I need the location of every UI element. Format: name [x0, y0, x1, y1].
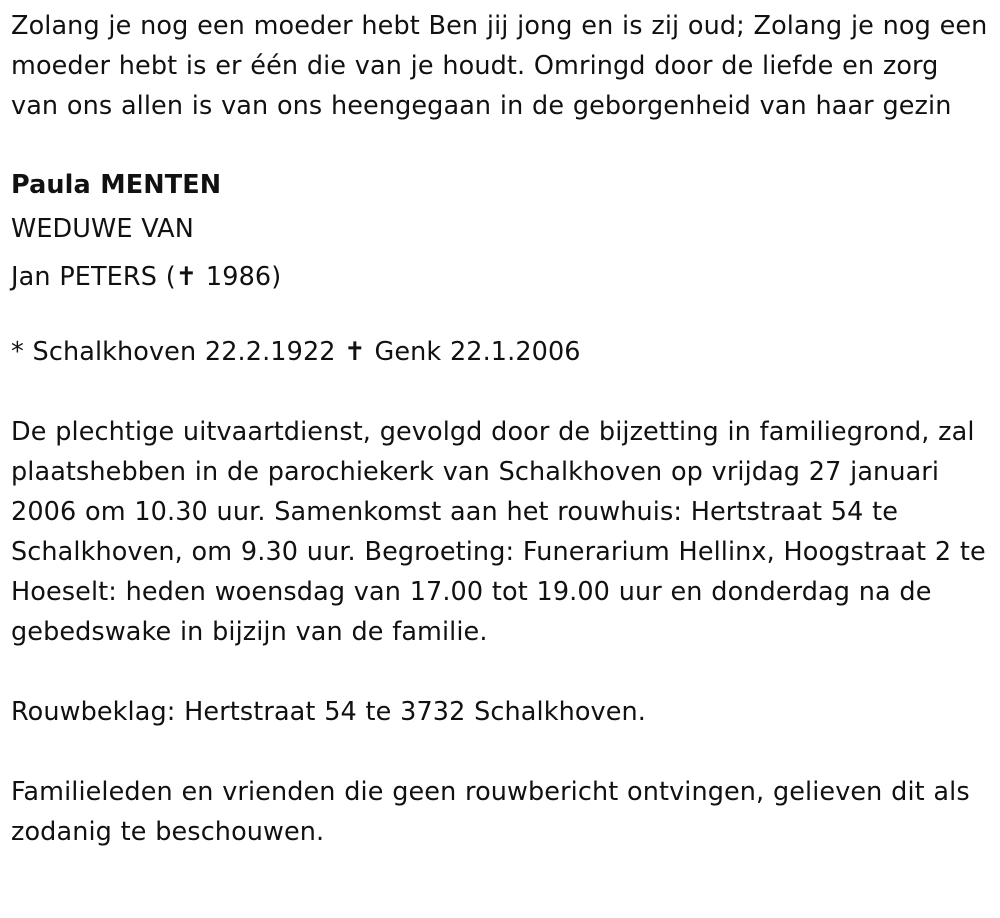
closing-note: Familieleden en vrienden die geen rouwbericht ontvingen, gelieven dit als zodanig te beschouwen. — [11, 777, 970, 847]
memorial-poem: Zolang je nog een moeder hebt Ben jij jong en is zij oud; Zolang je nog een moeder hebt is er één die van je houdt. Omringd door de liefde en zorg van ons allen is van ons heengegaan in de geborgenheid van haar gezin — [11, 11, 988, 121]
funeral-service-details: De plechtige uitvaartdienst, gevolgd door de bijzetting in familiegrond, zal plaatshebben in de parochiekerk van Schalkhoven op vrijdag 27 januari 2006 om 10.30 uur. Samenkomst aan het rouwhuis: Hertstraat 54 te Schalkhoven, om 9.30 uur. Begroeting: Funerarium Hellinx, Hoogstraat 2 te Hoeselt: heden woensdag van 17.00 tot 19.00 uur en donderdag na de gebedswake in bijzijn van de familie. — [11, 417, 986, 647]
deceased-name: Paula MENTEN — [11, 170, 222, 200]
relation-label: WEDUWE VAN — [11, 214, 194, 244]
condolences-address: Rouwbeklag: Hertstraat 54 te 3732 Schalkhoven. — [11, 697, 646, 727]
birth-death-dates: * Schalkhoven 22.2.1922 ✝ Genk 22.1.2006 — [11, 337, 581, 367]
spouse-name: Jan PETERS (✝ 1986) — [11, 262, 282, 292]
